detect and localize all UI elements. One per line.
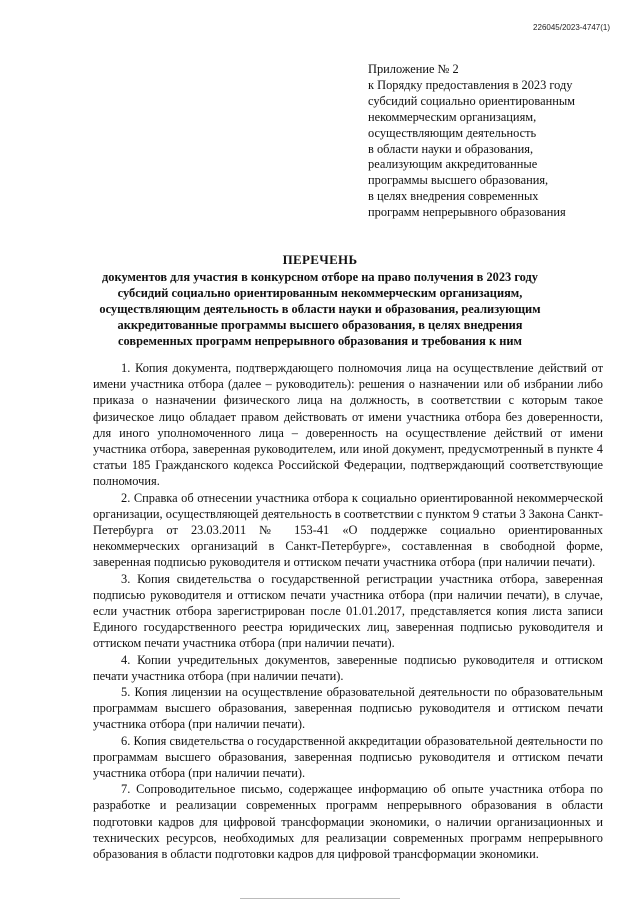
list-item: 2. Справка об отнесении участника отбора к социально ориентированной некоммерческой организации, осуществляющей деятельность в соответствии с пунктом 9 статьи 3 Закона Санкт-Петербурга от 23.03.2011 № 153-41 «О поддержке социально ориентированных некоммерческих организаций в Санкт-Петербурге», составленная в свободной форме, заверенная подписью руководителя и оттиском печати участника отбора (при наличии печати). [93, 490, 603, 570]
list-item: 3. Копия свидетельства о государственной регистрации участника отбора, заверенная подписью руководителя и оттиском печати участника отбора (при наличии печати), в случае, если участник отбора зарегистрирован после 01.01.2017, представляется копия листа записи Единого государственного реестра юридических лиц, заверенная подписью руководителя и оттиском печати участника отбора (при наличии печати). [93, 571, 603, 651]
subtitle-line: осуществляющим деятельность в области науки и образования, реализующим [99, 302, 541, 316]
subtitle-line: субсидий социально ориентированным некоммерческим организациям, [117, 286, 523, 300]
appendix-line: программ непрерывного образования [368, 205, 566, 220]
appendix-line: некоммерческим организациям, [368, 109, 537, 124]
appendix-line: в целях внедрения современных [368, 189, 539, 204]
scan-edge-divider [240, 898, 400, 899]
appendix-block [368, 62, 618, 221]
document-body [93, 360, 603, 862]
list-item: 1. Копия документа, подтверждающего полномочия лица на осуществление действий от имени участника отбора (далее – руководитель): решения о назначении или об избрании либо приказа о назначении физического лица на должность, в соответствии с которым такое физическое лицо обладает правом действовать от имени участника отбора без доверенности, для иного уполномоченного лица – доверенность на осуществление действий от имени участника отбора, заверенная руководителем, или иной документ, предусмотренный в пункте 4 статьи 185 Гражданского кодекса Российской Федерации, подтверждающий соответствующие полномочия. [93, 361, 603, 489]
appendix-line: программы высшего образования, [368, 173, 549, 188]
subtitle-line: документов для участия в конкурсном отборе на право получения в 2023 году [102, 270, 538, 284]
appendix-line: в области науки и образования, [368, 141, 534, 156]
appendix-line: субсидий социально ориентированным [368, 93, 575, 108]
document-title: ПЕРЕЧЕНЬ [282, 252, 358, 267]
list-item: 6. Копия свидетельства о государственной аккредитации образовательной деятельности по программам высшего образования, заверенная подписью руководителя и оттиском печати участника отбора (при наличии печати). [93, 733, 603, 781]
appendix-line: Приложение № 2 [368, 62, 459, 76]
list-item: 7. Сопроводительное письмо, содержащее информацию об опыте участника отбора по разработке и реализации современных программ непрерывного образования в области подготовки кадров для цифровой трансформации экономики, о наличии организационных и технических ресурсов, необходимых для реализации современных программ непрерывного образования в области подготовки кадров для цифровой трансформации экономики. [93, 782, 603, 862]
appendix-line: осуществляющим деятельность [368, 125, 537, 140]
document-number: 226045/2023-4747(1) [533, 23, 610, 32]
list-item: 5. Копия лицензии на осуществление образовательной деятельности по образовательным программам высшего образования, заверенная подписью руководителя и оттиском печати участника отбора (при наличии печати). [93, 685, 603, 732]
document-subtitle [80, 269, 560, 349]
appendix-line: к Порядку предоставления в 2023 году [368, 77, 573, 92]
list-item: 4. Копии учредительных документов, заверенные подписью руководителя и оттиском печати участника отбора (при наличии печати). [93, 652, 603, 683]
subtitle-line: современных программ непрерывного образования и требования к ним [118, 334, 522, 348]
subtitle-line: аккредитованные программы высшего образования, в целях внедрения [117, 318, 523, 332]
appendix-line: реализующим аккредитованные [368, 157, 538, 172]
